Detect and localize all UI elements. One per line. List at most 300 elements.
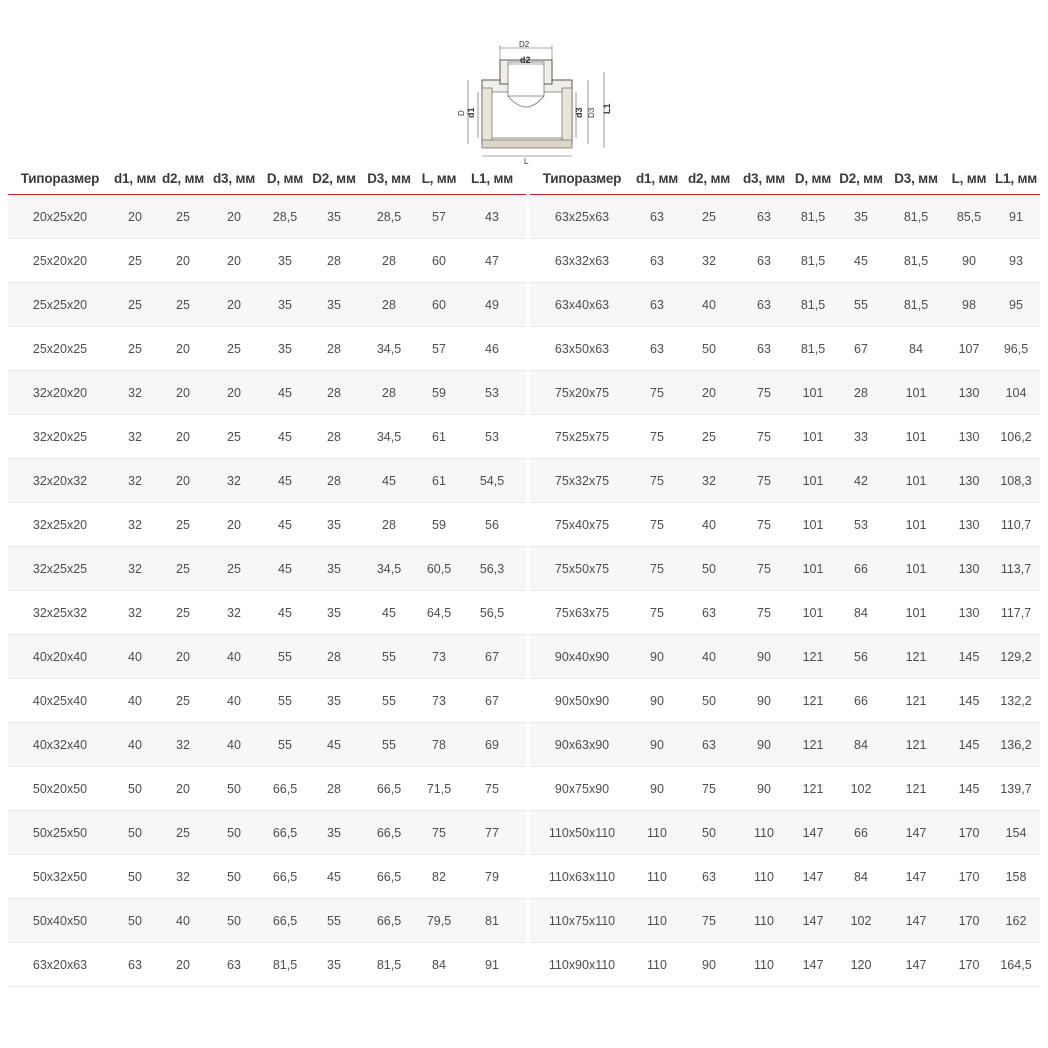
table-body: [530, 195, 1040, 987]
cell-d2: 40: [158, 899, 208, 943]
header-D2: D2, мм: [839, 170, 883, 186]
cell-D3: 121: [886, 635, 946, 679]
cell-size: 63x25x63: [530, 195, 634, 239]
cell-D2: 45: [836, 239, 886, 283]
header-D2: D2, мм: [312, 170, 356, 186]
cell-d2: 32: [158, 723, 208, 767]
cell-D2: 66: [836, 811, 886, 855]
cell-d2: 25: [158, 591, 208, 635]
cell-D: 35: [260, 283, 310, 327]
cell-D3: 121: [886, 767, 946, 811]
cell-D3: 147: [886, 899, 946, 943]
cell-d2: 40: [680, 283, 738, 327]
cell-L1: 56,5: [458, 591, 526, 635]
cell-d2: 63: [680, 723, 738, 767]
cell-d1: 63: [634, 239, 680, 283]
cell-D: 121: [790, 679, 836, 723]
cell-L: 57: [420, 195, 458, 239]
cell-D2: 28: [310, 459, 358, 503]
table-header-row: [530, 162, 1040, 194]
header-d2: d2, мм: [687, 170, 731, 186]
cell-d2: 90: [680, 943, 738, 987]
cell-D3: 66,5: [358, 811, 420, 855]
table-row: [8, 899, 526, 943]
cell-D3: 84: [886, 327, 946, 371]
cell-L: 145: [946, 679, 992, 723]
cell-D2: 28: [836, 371, 886, 415]
cell-d1: 110: [634, 899, 680, 943]
cell-L: 145: [946, 635, 992, 679]
cell-D: 147: [790, 811, 836, 855]
cell-D: 81,5: [790, 327, 836, 371]
cell-size: 25x20x25: [8, 327, 112, 371]
cell-L: 64,5: [420, 591, 458, 635]
table-row: [8, 635, 526, 679]
cell-d3: 75: [738, 415, 790, 459]
cell-d2: 20: [158, 943, 208, 987]
cell-D3: 101: [886, 459, 946, 503]
cell-D2: 35: [310, 811, 358, 855]
cell-size: 32x25x20: [8, 503, 112, 547]
cell-d2: 20: [158, 327, 208, 371]
cell-d1: 50: [112, 767, 158, 811]
table-row: [8, 855, 526, 899]
cell-D: 81,5: [260, 943, 310, 987]
cell-L1: 47: [458, 239, 526, 283]
cell-L1: 54,5: [458, 459, 526, 503]
cell-D: 35: [260, 239, 310, 283]
cell-size: 110x63x110: [530, 855, 634, 899]
cell-D: 147: [790, 855, 836, 899]
cell-L1: 91: [992, 195, 1040, 239]
table-row: [530, 283, 1040, 327]
cell-d3: 32: [208, 591, 260, 635]
cell-D: 101: [790, 503, 836, 547]
cell-L: 57: [420, 327, 458, 371]
cell-d1: 25: [112, 239, 158, 283]
cell-L1: 79: [458, 855, 526, 899]
cell-d3: 50: [208, 811, 260, 855]
cell-D2: 55: [836, 283, 886, 327]
header-D: D, мм: [266, 170, 304, 186]
cell-d3: 63: [738, 239, 790, 283]
cell-L1: 110,7: [992, 503, 1040, 547]
cell-L1: 106,2: [992, 415, 1040, 459]
cell-d3: 110: [738, 855, 790, 899]
label-D3: D3: [587, 107, 596, 118]
cell-size: 50x25x50: [8, 811, 112, 855]
cell-d1: 75: [634, 415, 680, 459]
cell-L1: 96,5: [992, 327, 1040, 371]
cell-D3: 81,5: [358, 943, 420, 987]
cell-d3: 75: [738, 503, 790, 547]
cell-D3: 147: [886, 943, 946, 987]
header-D3: D3, мм: [894, 170, 938, 186]
cell-D: 121: [790, 723, 836, 767]
cell-d1: 63: [634, 283, 680, 327]
cell-D2: 35: [310, 195, 358, 239]
cell-L: 71,5: [420, 767, 458, 811]
cell-d2: 50: [680, 811, 738, 855]
cell-L1: 56: [458, 503, 526, 547]
cell-D2: 102: [836, 899, 886, 943]
cell-D2: 45: [310, 723, 358, 767]
cell-size: 75x25x75: [530, 415, 634, 459]
cell-d3: 110: [738, 943, 790, 987]
table-row: [530, 855, 1040, 899]
cell-D2: 66: [836, 547, 886, 591]
cell-D2: 35: [836, 195, 886, 239]
cell-size: 110x90x110: [530, 943, 634, 987]
cell-D2: 28: [310, 415, 358, 459]
cell-d1: 110: [634, 855, 680, 899]
cell-D: 45: [260, 547, 310, 591]
cell-d3: 63: [738, 283, 790, 327]
cell-size: 90x75x90: [530, 767, 634, 811]
cell-L: 130: [946, 371, 992, 415]
header-d3: d3, мм: [742, 170, 786, 186]
cell-size: 75x50x75: [530, 547, 634, 591]
cell-size: 110x75x110: [530, 899, 634, 943]
cell-D3: 66,5: [358, 899, 420, 943]
cell-d2: 20: [158, 239, 208, 283]
cell-D: 66,5: [260, 811, 310, 855]
cell-D3: 34,5: [358, 327, 420, 371]
cell-d1: 25: [112, 283, 158, 327]
cell-L1: 93: [992, 239, 1040, 283]
cell-d3: 20: [208, 371, 260, 415]
cell-D2: 120: [836, 943, 886, 987]
header-D3: D3, мм: [367, 170, 411, 186]
cell-d3: 25: [208, 327, 260, 371]
cell-d1: 50: [112, 811, 158, 855]
cell-D3: 66,5: [358, 767, 420, 811]
cell-L: 61: [420, 415, 458, 459]
cell-d3: 63: [738, 195, 790, 239]
dimensions-table-right: [530, 162, 1040, 987]
cell-D: 45: [260, 415, 310, 459]
header-D: D, мм: [794, 170, 832, 186]
cell-d1: 50: [112, 855, 158, 899]
cell-L: 60: [420, 283, 458, 327]
cell-d1: 75: [634, 371, 680, 415]
table-row: [8, 195, 526, 239]
cell-d3: 20: [208, 239, 260, 283]
cell-L1: 164,5: [992, 943, 1040, 987]
cell-D3: 34,5: [358, 547, 420, 591]
cell-d2: 25: [680, 415, 738, 459]
cell-d1: 75: [634, 459, 680, 503]
cell-L: 170: [946, 855, 992, 899]
label-d3: d3: [574, 107, 584, 118]
cell-size: 32x25x32: [8, 591, 112, 635]
cell-L: 61: [420, 459, 458, 503]
cell-D2: 35: [310, 547, 358, 591]
cell-D3: 34,5: [358, 415, 420, 459]
cell-D: 66,5: [260, 767, 310, 811]
cell-D: 101: [790, 547, 836, 591]
cell-L1: 67: [458, 635, 526, 679]
cell-L: 130: [946, 547, 992, 591]
table-row: [530, 195, 1040, 239]
cell-D3: 66,5: [358, 855, 420, 899]
cell-size: 40x20x40: [8, 635, 112, 679]
cell-size: 32x25x25: [8, 547, 112, 591]
cell-size: 63x32x63: [530, 239, 634, 283]
cell-d1: 63: [112, 943, 158, 987]
cell-L: 82: [420, 855, 458, 899]
cell-d3: 32: [208, 459, 260, 503]
cell-D2: 84: [836, 723, 886, 767]
table-row: [8, 723, 526, 767]
cell-size: 63x20x63: [8, 943, 112, 987]
cell-D3: 147: [886, 855, 946, 899]
cell-size: 50x32x50: [8, 855, 112, 899]
cell-D: 66,5: [260, 855, 310, 899]
cell-d3: 50: [208, 767, 260, 811]
cell-L1: 129,2: [992, 635, 1040, 679]
dimensions-table-left: [8, 162, 526, 987]
cell-d3: 40: [208, 635, 260, 679]
cell-d1: 90: [634, 723, 680, 767]
cell-D2: 35: [310, 679, 358, 723]
cell-size: 75x63x75: [530, 591, 634, 635]
cell-d1: 90: [634, 767, 680, 811]
cell-L: 130: [946, 503, 992, 547]
cell-D: 101: [790, 371, 836, 415]
cell-size: 90x50x90: [530, 679, 634, 723]
cell-D2: 42: [836, 459, 886, 503]
cell-d1: 63: [634, 195, 680, 239]
table-row: [530, 811, 1040, 855]
cell-d2: 75: [680, 899, 738, 943]
cell-L: 170: [946, 899, 992, 943]
cell-size: 63x40x63: [530, 283, 634, 327]
cell-d1: 32: [112, 459, 158, 503]
cell-L1: 56,3: [458, 547, 526, 591]
table-row: [530, 591, 1040, 635]
cell-size: 40x25x40: [8, 679, 112, 723]
table-row: [8, 371, 526, 415]
cell-L1: 53: [458, 415, 526, 459]
cell-D2: 53: [836, 503, 886, 547]
label-D: D: [457, 110, 466, 116]
table-row: [8, 283, 526, 327]
cell-D3: 101: [886, 591, 946, 635]
cell-d2: 63: [680, 855, 738, 899]
cell-D3: 101: [886, 371, 946, 415]
cell-size: 25x20x20: [8, 239, 112, 283]
cell-d1: 32: [112, 547, 158, 591]
cell-D: 121: [790, 635, 836, 679]
cell-L: 73: [420, 635, 458, 679]
cell-D2: 67: [836, 327, 886, 371]
cell-d3: 25: [208, 415, 260, 459]
cell-d1: 75: [634, 547, 680, 591]
cell-D3: 81,5: [886, 195, 946, 239]
cell-D2: 28: [310, 239, 358, 283]
cell-L: 79,5: [420, 899, 458, 943]
cell-D2: 28: [310, 635, 358, 679]
cell-L1: 136,2: [992, 723, 1040, 767]
cell-D3: 121: [886, 723, 946, 767]
cell-d3: 110: [738, 811, 790, 855]
cell-L: 130: [946, 459, 992, 503]
cell-L: 130: [946, 415, 992, 459]
table-row: [8, 679, 526, 723]
cell-D2: 35: [310, 503, 358, 547]
cell-D: 101: [790, 591, 836, 635]
cell-L1: 162: [992, 899, 1040, 943]
cell-L: 170: [946, 943, 992, 987]
cell-D2: 55: [310, 899, 358, 943]
cell-D3: 101: [886, 503, 946, 547]
cell-D: 101: [790, 415, 836, 459]
cell-D2: 35: [310, 283, 358, 327]
header-size: Типоразмер: [20, 170, 100, 186]
cell-D3: 45: [358, 459, 420, 503]
cell-L1: 117,7: [992, 591, 1040, 635]
cell-size: 20x25x20: [8, 195, 112, 239]
cell-D: 35: [260, 327, 310, 371]
cell-d3: 75: [738, 591, 790, 635]
cell-L: 75: [420, 811, 458, 855]
cell-D3: 81,5: [886, 283, 946, 327]
cell-size: 110x50x110: [530, 811, 634, 855]
cell-D3: 55: [358, 679, 420, 723]
table-row: [530, 899, 1040, 943]
cell-D3: 121: [886, 679, 946, 723]
cell-d2: 50: [680, 547, 738, 591]
table-row: [530, 635, 1040, 679]
cell-D: 28,5: [260, 195, 310, 239]
cell-size: 90x40x90: [530, 635, 634, 679]
cell-size: 32x20x25: [8, 415, 112, 459]
cell-size: 75x20x75: [530, 371, 634, 415]
table-header-row: [8, 162, 526, 194]
cell-D2: 84: [836, 591, 886, 635]
table-row: [530, 767, 1040, 811]
table-row: [8, 547, 526, 591]
cell-d3: 90: [738, 679, 790, 723]
cell-d2: 63: [680, 591, 738, 635]
cell-d2: 25: [158, 503, 208, 547]
cell-d1: 40: [112, 723, 158, 767]
cell-d2: 20: [158, 415, 208, 459]
table-row: [8, 503, 526, 547]
table-row: [530, 547, 1040, 591]
table-row: [8, 591, 526, 635]
table-row: [8, 811, 526, 855]
cell-L1: 139,7: [992, 767, 1040, 811]
cell-L: 170: [946, 811, 992, 855]
table-row: [530, 327, 1040, 371]
cell-d1: 110: [634, 943, 680, 987]
cell-D: 147: [790, 943, 836, 987]
table-row: [530, 415, 1040, 459]
cell-size: 63x50x63: [530, 327, 634, 371]
cell-size: 32x20x20: [8, 371, 112, 415]
cell-d3: 75: [738, 371, 790, 415]
cell-d2: 75: [680, 767, 738, 811]
table-row: [530, 371, 1040, 415]
table-row: [530, 459, 1040, 503]
cell-D: 121: [790, 767, 836, 811]
cell-L: 130: [946, 591, 992, 635]
table-row: [530, 239, 1040, 283]
cell-d1: 90: [634, 679, 680, 723]
cell-D3: 55: [358, 723, 420, 767]
cell-D3: 147: [886, 811, 946, 855]
cell-L: 145: [946, 723, 992, 767]
cell-d3: 40: [208, 723, 260, 767]
cell-d1: 32: [112, 371, 158, 415]
cell-d2: 32: [680, 239, 738, 283]
cell-D3: 81,5: [886, 239, 946, 283]
cell-D3: 55: [358, 635, 420, 679]
cell-d3: 75: [738, 547, 790, 591]
cell-D: 101: [790, 459, 836, 503]
cell-D: 45: [260, 503, 310, 547]
cell-L: 84: [420, 943, 458, 987]
cell-d1: 32: [112, 591, 158, 635]
cell-D2: 84: [836, 855, 886, 899]
cell-d3: 20: [208, 195, 260, 239]
cell-D2: 28: [310, 767, 358, 811]
cell-d1: 110: [634, 811, 680, 855]
cell-D2: 28: [310, 327, 358, 371]
cell-d1: 40: [112, 635, 158, 679]
cell-L1: 43: [458, 195, 526, 239]
cell-d3: 50: [208, 899, 260, 943]
table-body: [8, 195, 526, 987]
cell-d2: 25: [680, 195, 738, 239]
cell-d3: 110: [738, 899, 790, 943]
cell-L1: 113,7: [992, 547, 1040, 591]
cell-size: 90x63x90: [530, 723, 634, 767]
cell-D: 81,5: [790, 283, 836, 327]
label-d2: d2: [520, 55, 531, 65]
cell-D3: 45: [358, 591, 420, 635]
cell-d1: 25: [112, 327, 158, 371]
label-d1: d1: [466, 107, 476, 118]
cell-L1: 104: [992, 371, 1040, 415]
cell-D2: 35: [310, 943, 358, 987]
cell-D: 147: [790, 899, 836, 943]
cell-L1: 95: [992, 283, 1040, 327]
cell-D2: 56: [836, 635, 886, 679]
cell-L: 73: [420, 679, 458, 723]
cell-size: 32x20x32: [8, 459, 112, 503]
cell-size: 50x20x50: [8, 767, 112, 811]
cell-L1: 108,3: [992, 459, 1040, 503]
cell-L1: 49: [458, 283, 526, 327]
cell-d2: 20: [158, 371, 208, 415]
cell-size: 75x40x75: [530, 503, 634, 547]
cell-d3: 20: [208, 283, 260, 327]
table-row: [8, 459, 526, 503]
cell-L1: 69: [458, 723, 526, 767]
cell-L1: 132,2: [992, 679, 1040, 723]
cell-D3: 28: [358, 503, 420, 547]
cell-d2: 32: [158, 855, 208, 899]
cell-D: 55: [260, 679, 310, 723]
cell-L: 145: [946, 767, 992, 811]
cell-D: 55: [260, 723, 310, 767]
header-d1: d1, мм: [113, 170, 157, 186]
cell-L: 90: [946, 239, 992, 283]
table-row: [8, 327, 526, 371]
